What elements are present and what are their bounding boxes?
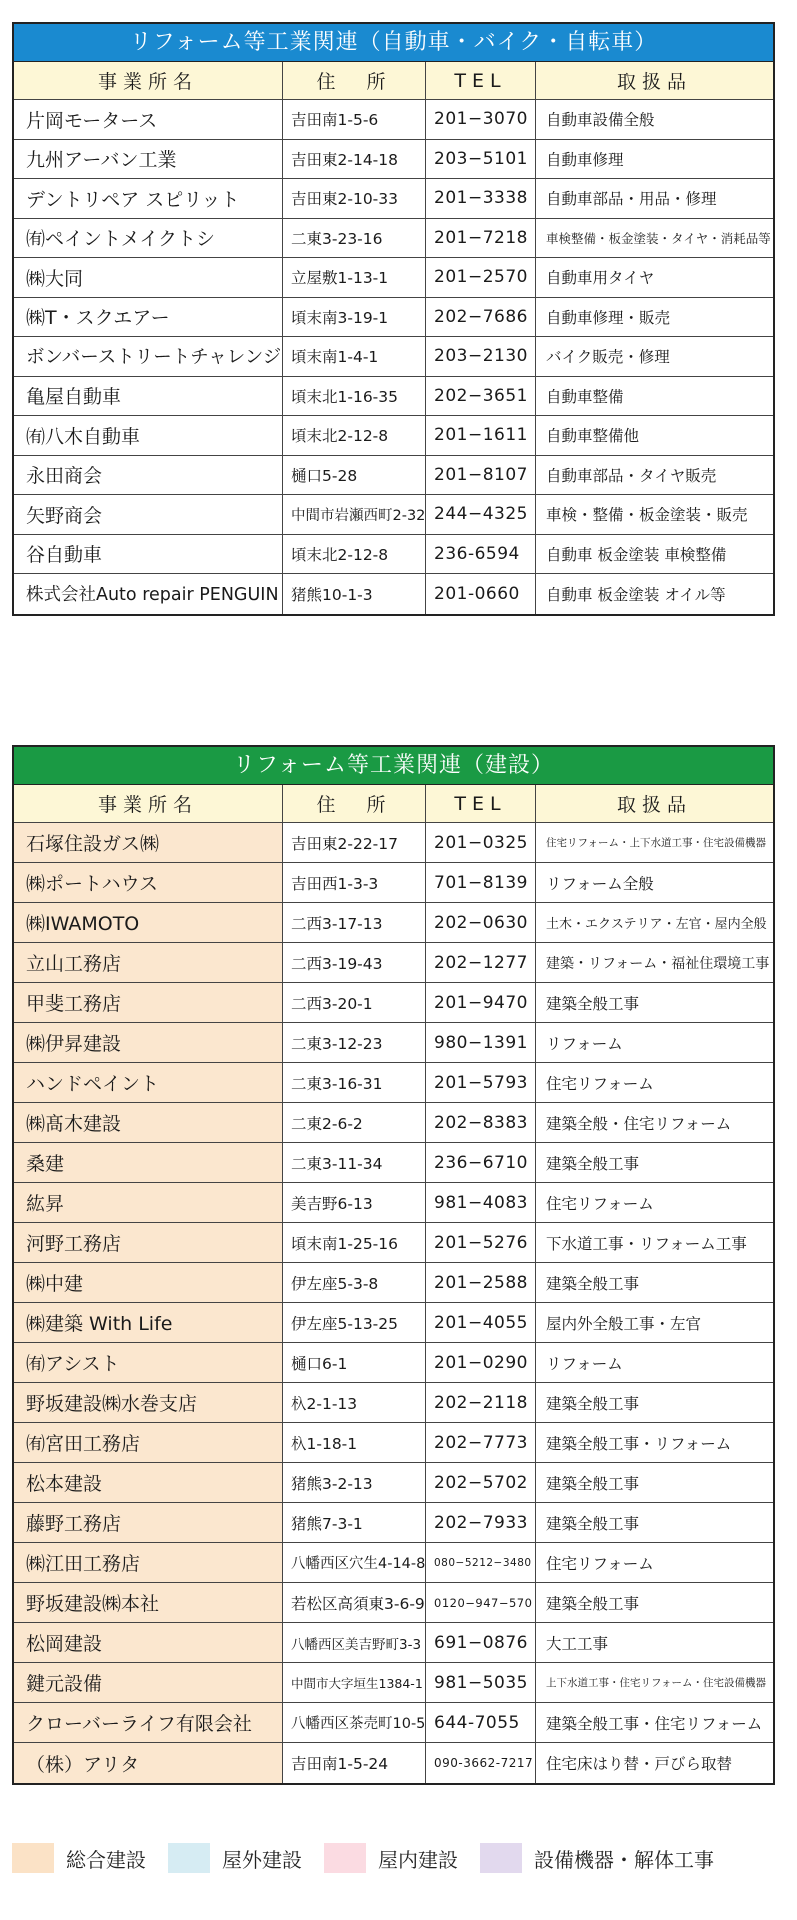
products: 屋内外全般工事・左官 [546,1314,702,1333]
legend-item [480,1843,714,1873]
table-row [14,1343,773,1383]
company-name: ㈱IWAMOTO [14,903,283,942]
company-name: 野坂建設㈱水巻支店 [14,1383,283,1422]
address: 立屋敷1-13-1 [283,258,426,297]
company-name: ハンドペイント [14,1063,283,1102]
company-name: ㈱伊昇建設 [14,1023,283,1062]
address: 二東3-11-34 [283,1143,426,1182]
products: 自動車設備全般 [546,111,655,130]
address: 二東3-12-23 [283,1023,426,1062]
address: 伊左座5-13-25 [283,1303,426,1342]
phone-number: 090-3662-7217 [426,1743,536,1783]
products: 住宅リフォーム [546,1554,654,1573]
table-title: リフォーム等工業関連（建設） [14,747,773,785]
address: 吉田東2-10-33 [283,179,426,218]
table-row [14,1303,773,1343]
table-row [14,1623,773,1663]
company-name: ボンバーストリートチャレンジ [14,337,283,376]
products: 建築全般工事 [546,1594,640,1613]
table-row [14,1183,773,1223]
company-name: 甲斐工務店 [14,983,283,1022]
table-title: リフォーム等工業関連（自動車・バイク・自転車） [14,24,773,62]
company-name: 九州アーバン工業 [14,140,283,179]
header-address: 住 所 [283,62,426,99]
table-row [14,1143,773,1183]
table-automotive [12,22,775,616]
products: 車検・整備・板金塗装・販売 [546,506,748,525]
address: 八幡西区穴生4-14-8 [283,1543,426,1582]
address: 頃末南1-25-16 [283,1223,426,1262]
products: 自動車 板金塗装 車検整備 [546,545,727,564]
phone-number: 981−4083 [426,1183,536,1222]
legend-swatch [12,1843,54,1873]
phone-number: 201−2570 [426,258,536,297]
table-row [14,1383,773,1423]
address: 吉田東2-22-17 [283,823,426,862]
table-row [14,1223,773,1263]
company-name: 野坂建設㈱本社 [14,1583,283,1622]
products: 建築・リフォーム・福祉住環境工事 [546,955,770,972]
products: 建築全般工事 [546,1154,640,1173]
table-row [14,179,773,219]
header-products: 取扱品 [616,71,692,93]
address: 中間市岩瀬西町2-32 [283,495,426,534]
table-row [14,1703,773,1743]
table-row [14,140,773,180]
company-name: ㈱T・スクエアー [14,298,283,337]
phone-number: 202−2118 [426,1383,536,1422]
products: 上下水道工事・住宅リフォーム・住宅設備機器 [546,1677,766,1689]
products: 建築全般工事 [546,994,640,1013]
table-row [14,863,773,903]
table-row [14,1503,773,1543]
table-row [14,1423,773,1463]
products: 住宅床はり替・戸びら取替 [546,1755,733,1773]
company-name: 藤野工務店 [14,1503,283,1542]
products: 建築全般工事 [546,1394,640,1413]
address: 二東2-6-2 [283,1103,426,1142]
table-row [14,377,773,417]
products: 土木・エクステリア・左官・屋内全般 [546,917,767,932]
table-row [14,1743,773,1783]
header-name: 事業所名 [14,785,283,822]
phone-number: 201−5793 [426,1063,536,1102]
phone-number: 202−0630 [426,903,536,942]
company-name: 永田商会 [14,456,283,495]
phone-number: 980−1391 [426,1023,536,1062]
phone-number: 201−2588 [426,1263,536,1302]
products: 自動車 板金塗装 オイル等 [546,585,726,604]
products: 自動車整備他 [546,427,640,446]
phone-number: 201−7218 [426,219,536,258]
phone-number: 201−8107 [426,456,536,495]
table-row [14,456,773,496]
table-row [14,1063,773,1103]
address: 二東3-23-16 [283,219,426,258]
company-name: 桑建 [14,1143,283,1182]
phone-number: 201−3070 [426,100,536,139]
phone-number: 236−6710 [426,1143,536,1182]
table-row [14,1263,773,1303]
header-tel: TEL [426,785,536,822]
products: バイク販売・修理 [546,348,670,367]
table-row [14,943,773,983]
company-name: 鍵元設備 [14,1663,283,1702]
table-row [14,1583,773,1623]
products: 建築全般工事 [546,1274,640,1293]
legend-item [12,1843,146,1873]
company-name: ㈲アシスト [14,1343,283,1382]
phone-number: 701−8139 [426,863,536,902]
address: 若松区高須東3-6-9 [283,1583,426,1622]
company-name: デントリペア スピリット [14,179,283,218]
phone-number: 202−7686 [426,298,536,337]
header-address: 住 所 [283,785,426,822]
products: 建築全般工事・リフォーム [546,1434,732,1453]
address: 樋口5-28 [283,456,426,495]
company-name: クローバーライフ有限会社 [14,1703,283,1742]
table-row [14,100,773,140]
products: 大工工事 [546,1634,609,1653]
products: 下水道工事・リフォーム工事 [546,1234,747,1253]
company-name: 松本建設 [14,1463,283,1502]
company-name: 矢野商会 [14,495,283,534]
table-row [14,535,773,575]
table-row [14,416,773,456]
company-name: 紘昇 [14,1183,283,1222]
phone-number: 202−3651 [426,377,536,416]
table-row [14,574,773,614]
address: 樋口6-1 [283,1343,426,1382]
table-row [14,1103,773,1143]
phone-number: 691−0876 [426,1623,536,1662]
company-name: ㈱建築 With Life [14,1303,283,1342]
address: 猪熊3-2-13 [283,1463,426,1502]
phone-number: 236-6594 [426,535,536,574]
company-name: 石塚住設ガス㈱ [14,823,283,862]
header-name: 事業所名 [14,62,283,99]
address: 杁1-18-1 [283,1423,426,1462]
products: リフォーム [546,1354,623,1373]
products: 車検整備・板金塗装・タイヤ・消耗品等 [546,230,771,246]
products: リフォーム [546,1034,623,1053]
legend-label: 設備機器・解体工事 [534,1847,714,1872]
company-name: 立山工務店 [14,943,283,982]
table-row [14,258,773,298]
legend-swatch [480,1843,522,1873]
phone-number: 981−5035 [426,1663,536,1702]
address: 美吉野6-13 [283,1183,426,1222]
table-row [14,298,773,338]
address: 猪熊7-3-1 [283,1503,426,1542]
company-name: ㈱ポートハウス [14,863,283,902]
address: 杁2-1-13 [283,1383,426,1422]
header-tel: TEL [426,62,536,99]
company-name: （株）アリタ [14,1743,283,1783]
products: 自動車部品・用品・修理 [546,190,717,209]
header-row [14,62,773,100]
table-construction [12,745,775,1785]
phone-number: 202−7933 [426,1503,536,1542]
phone-number: 202−5702 [426,1463,536,1502]
address: 頃末北2-12-8 [283,535,426,574]
table-row [14,1463,773,1503]
products: 建築全般工事 [546,1514,640,1533]
products: 自動車修理・販売 [546,308,671,327]
products: 建築全般工事 [546,1474,640,1493]
products: 住宅リフォーム [546,1074,654,1093]
legend-item [324,1843,458,1873]
legend-label: 総合建設 [66,1847,146,1872]
table-row [14,219,773,259]
legend-label: 屋外建設 [222,1847,302,1872]
phone-number: 201−0325 [426,823,536,862]
phone-number: 201-0660 [426,574,536,614]
address: 頃末南1-4-1 [283,337,426,376]
phone-number: 203−2130 [426,337,536,376]
company-name: 松岡建設 [14,1623,283,1662]
phone-number: 244−4325 [426,495,536,534]
table-row [14,983,773,1023]
table-row [14,1543,773,1583]
products: 住宅リフォーム [546,1194,654,1213]
table-row [14,823,773,863]
company-name: ㈱髙木建設 [14,1103,283,1142]
address: 猪熊10-1-3 [283,574,426,614]
products: 建築全般・住宅リフォーム [546,1114,732,1133]
address: 吉田南1-5-6 [283,100,426,139]
company-name: ㈱中建 [14,1263,283,1302]
phone-number: 201−9470 [426,983,536,1022]
phone-number: 202−1277 [426,943,536,982]
address: 頃末南3-19-1 [283,298,426,337]
company-name: 河野工務店 [14,1223,283,1262]
legend-item [168,1843,302,1873]
company-name: ㈱大同 [14,258,283,297]
table-row [14,903,773,943]
address: 二東3-16-31 [283,1063,426,1102]
phone-number: 201−0290 [426,1343,536,1382]
phone-number: 201−3338 [426,179,536,218]
legend-swatch [168,1843,210,1873]
phone-number: 0120−947−570 [426,1583,536,1622]
table-row [14,1023,773,1063]
phone-number: 201−5276 [426,1223,536,1262]
company-name: 谷自動車 [14,535,283,574]
address: 頃末北1-16-35 [283,377,426,416]
products: 自動車整備 [546,387,624,406]
phone-number: 203−5101 [426,140,536,179]
address: 吉田南1-5-24 [283,1743,426,1783]
address: 吉田東2-14-18 [283,140,426,179]
phone-number: 644-7055 [426,1703,536,1742]
address: 頃末北2-12-8 [283,416,426,455]
address: 二西3-19-43 [283,943,426,982]
address: 伊左座5-3-8 [283,1263,426,1302]
table-row [14,1663,773,1703]
header-products: 取扱品 [616,794,692,816]
color-legend [12,1838,787,1878]
address: 二西3-20-1 [283,983,426,1022]
phone-number: 080−5212−3480 [426,1543,536,1582]
products: 住宅リフォーム・上下水道工事・住宅設備機器 [546,837,766,849]
address: 吉田西1-3-3 [283,863,426,902]
company-name: ㈲八木自動車 [14,416,283,455]
products: 建築全般工事・住宅リフォーム [546,1714,763,1733]
phone-number: 202−7773 [426,1423,536,1462]
phone-number: 201−1611 [426,416,536,455]
company-name: ㈱江田工務店 [14,1543,283,1582]
company-name: 片岡モータース [14,100,283,139]
legend-label: 屋内建設 [378,1847,458,1872]
phone-number: 201−4055 [426,1303,536,1342]
address: 八幡西区茶売町10-5 [283,1703,426,1742]
products: 自動車部品・タイヤ販売 [546,466,717,485]
products: リフォーム全般 [546,874,654,893]
header-row [14,785,773,823]
address: 中間市大字垣生1384-1 [283,1663,426,1702]
company-name: 株式会社Auto repair PENGUIN [14,574,283,614]
company-name: 亀屋自動車 [14,377,283,416]
phone-number: 202−8383 [426,1103,536,1142]
company-name: ㈲ペイントメイクトシ [14,219,283,258]
address: 二西3-17-13 [283,903,426,942]
products: 自動車修理 [546,150,624,169]
products: 自動車用タイヤ [546,269,655,288]
table-row [14,337,773,377]
address: 八幡西区美吉野町3-3 [283,1623,426,1662]
legend-swatch [324,1843,366,1873]
table-row [14,495,773,535]
company-name: ㈲宮田工務店 [14,1423,283,1462]
